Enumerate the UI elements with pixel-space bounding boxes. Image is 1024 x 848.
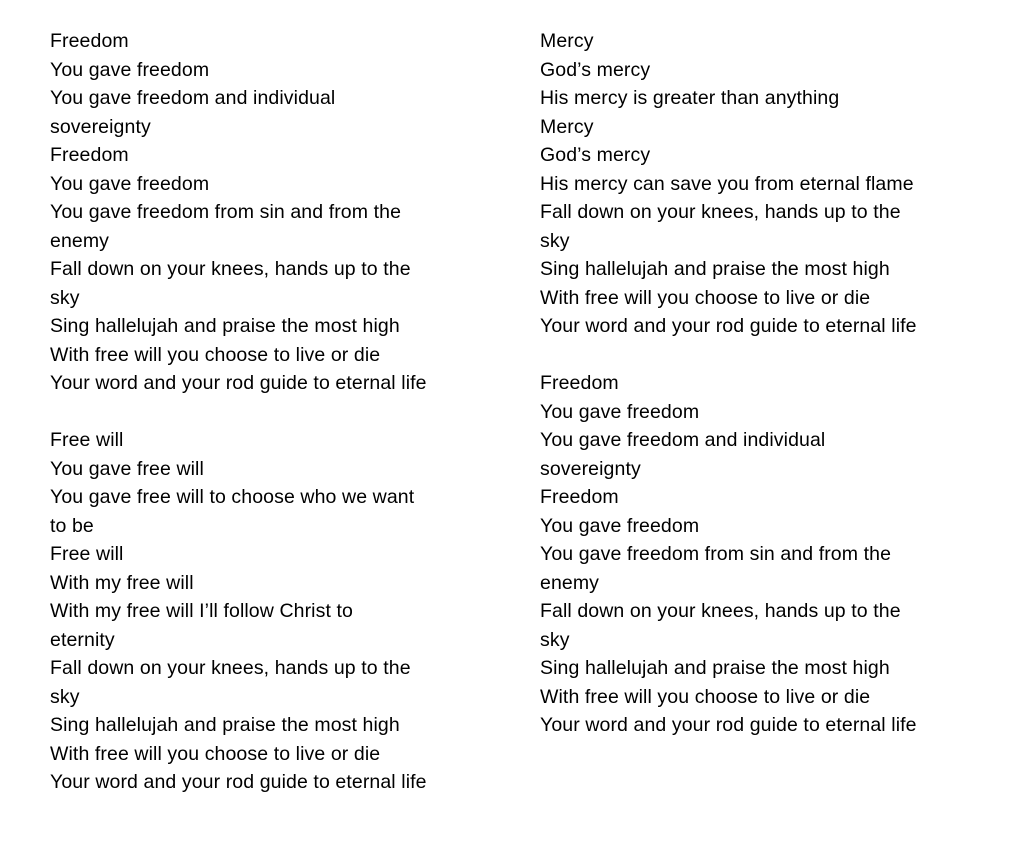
lyric-line: With my free will xyxy=(50,571,194,594)
lyric-line: Mercy xyxy=(540,115,594,138)
lyric-line: enemy xyxy=(540,571,600,594)
lyric-line: Sing hallelujah and praise the most high xyxy=(540,657,890,679)
lyric-line: You gave free will to choose who we want xyxy=(50,486,415,508)
lyric-line: to be xyxy=(50,514,94,537)
lyric-line: eternity xyxy=(50,628,115,651)
lyric-line: Fall down on your knees, hands up to the xyxy=(50,657,411,679)
lyric-line: sovereignty xyxy=(50,115,151,138)
lyric-line: God’s mercy xyxy=(540,58,651,81)
lyric-line: Fall down on your knees, hands up to the xyxy=(540,201,901,223)
lyric-line: You gave freedom xyxy=(540,400,700,423)
lyric-line: Sing hallelujah and praise the most high xyxy=(50,315,400,337)
lyric-line: Your word and your rod guide to eternal life xyxy=(540,714,917,736)
lyric-line: Free will xyxy=(50,543,124,565)
lyric-line: You gave freedom xyxy=(540,514,700,537)
lyric-line: You gave freedom from sin and from the xyxy=(540,543,892,565)
lyric-line: His mercy can save you from eternal flame xyxy=(540,172,914,195)
lyric-line: Freedom xyxy=(540,372,619,394)
stanza xyxy=(50,426,480,797)
lyric-line: sky xyxy=(540,229,570,252)
lyric-line: You gave freedom from sin and from the xyxy=(50,201,402,223)
lyric-line: Mercy xyxy=(540,30,594,52)
lyric-line: You gave freedom xyxy=(50,58,210,81)
lyric-line: You gave free will xyxy=(50,457,204,480)
lyric-line: enemy xyxy=(50,229,110,252)
lyric-line: You gave freedom and individual xyxy=(540,429,826,451)
lyric-line: You gave freedom xyxy=(50,172,210,195)
lyric-line: Fall down on your knees, hands up to the xyxy=(540,600,901,622)
stanza xyxy=(540,369,980,740)
lyric-line: Free will xyxy=(50,429,124,451)
lyric-line: You gave freedom and individual xyxy=(50,87,336,109)
lyric-line: sky xyxy=(50,286,80,309)
lyrics-column-right xyxy=(540,27,980,768)
lyric-line: Your word and your rod guide to eternal life xyxy=(540,315,917,337)
lyric-line: With free will you choose to live or die xyxy=(50,742,381,765)
lyric-line: Freedom xyxy=(50,30,129,52)
lyric-line: Your word and your rod guide to eternal life xyxy=(50,372,427,394)
lyric-line: With free will you choose to live or die xyxy=(540,685,871,708)
lyric-line: God’s mercy xyxy=(540,144,651,166)
lyric-line: Freedom xyxy=(540,486,619,508)
lyric-line: Freedom xyxy=(50,144,129,166)
stanza xyxy=(50,27,480,398)
lyric-line: Sing hallelujah and praise the most high xyxy=(540,258,890,280)
lyric-line: With my free will I’ll follow Christ to xyxy=(50,600,353,622)
lyrics-column-left xyxy=(50,27,480,825)
lyric-line: sky xyxy=(540,628,570,651)
lyric-line: With free will you choose to live or die xyxy=(540,286,871,309)
lyric-line: With free will you choose to live or die xyxy=(50,343,381,366)
lyric-line: sky xyxy=(50,685,80,708)
lyric-line: sovereignty xyxy=(540,457,641,480)
lyric-line: His mercy is greater than anything xyxy=(540,87,840,109)
stanza xyxy=(540,27,980,341)
lyric-line: Your word and your rod guide to eternal life xyxy=(50,771,427,793)
lyric-line: Fall down on your knees, hands up to the xyxy=(50,258,411,280)
lyric-line: Sing hallelujah and praise the most high xyxy=(50,714,400,736)
